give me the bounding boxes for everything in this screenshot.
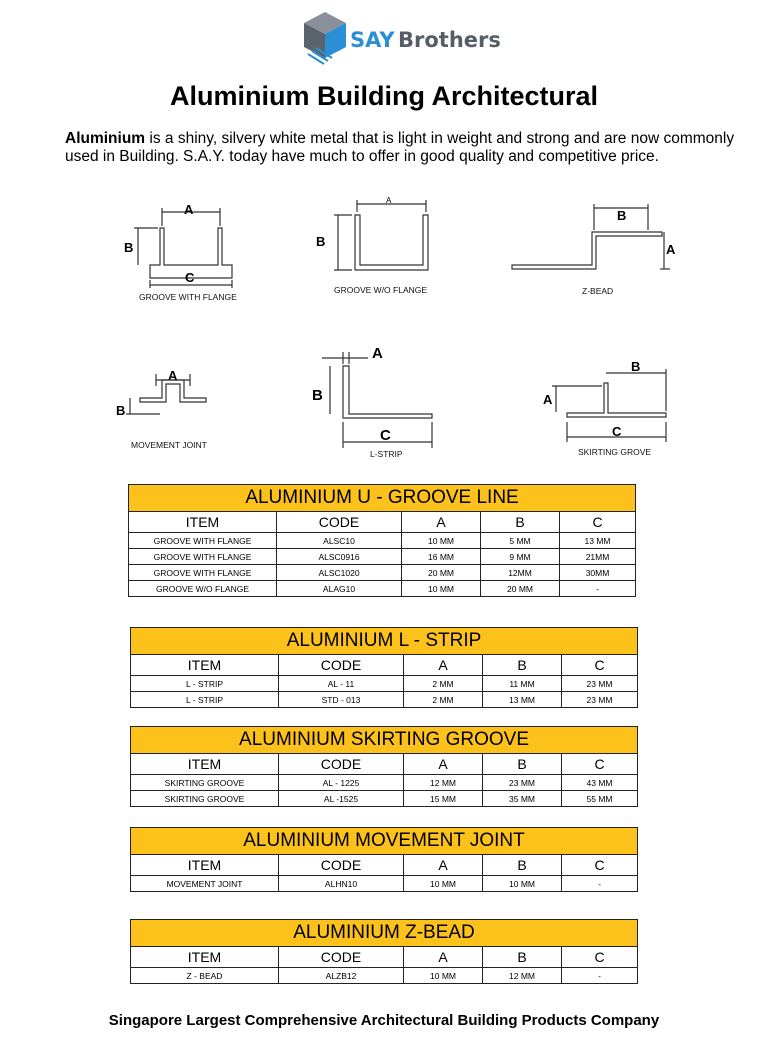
table-cell: 20 MM	[481, 581, 560, 597]
skirting-diagram	[552, 369, 666, 442]
diagram-caption: SKIRTING GROVE	[578, 447, 652, 457]
table-cell: A	[404, 947, 483, 968]
table-cell: AL -1525	[279, 791, 404, 807]
table-cell: L - STRIP	[131, 676, 279, 692]
table-cell: 12MM	[481, 565, 560, 581]
profile-diagrams	[0, 190, 768, 470]
dim-label: B	[617, 208, 627, 223]
diagram-caption: Z-BEAD	[582, 286, 614, 296]
movement-joint-diagram	[126, 374, 206, 414]
table-movement-joint	[130, 827, 638, 892]
table-row	[131, 676, 638, 692]
diagram-caption: GROOVE W/O FLANGE	[334, 285, 428, 295]
table-skirting-groove	[130, 726, 638, 807]
table-row	[129, 549, 636, 565]
table-cell: 23 MM	[562, 676, 638, 692]
table-cell: ALHN10	[279, 876, 404, 892]
table-cell: GROOVE WITH FLANGE	[129, 565, 277, 581]
table-header-row	[131, 947, 638, 968]
logo-text-say: SAY	[350, 28, 395, 52]
company-logo	[302, 10, 501, 70]
table-cell: 35 MM	[483, 791, 562, 807]
table-row	[131, 791, 638, 807]
page-title: Aluminium Building Architectural	[169, 81, 599, 111]
table-cell: ALSC0916	[277, 549, 402, 565]
table-cell: B	[483, 947, 562, 968]
table-cell: ITEM	[131, 947, 279, 968]
table-cell: 10 MM	[404, 968, 483, 984]
table-cell: C	[560, 512, 636, 533]
table-cell: 13 MM	[483, 692, 562, 708]
table-cell: GROOVE WITH FLANGE	[129, 549, 277, 565]
table-cell: 2 MM	[404, 676, 483, 692]
table-row	[131, 775, 638, 791]
table-cell: 10 MM	[402, 581, 481, 597]
groove-with-flange-diagram	[134, 208, 232, 288]
table-cell: -	[560, 581, 636, 597]
table-cell: Z - BEAD	[131, 968, 279, 984]
table-cell: C	[562, 655, 638, 676]
table-cell: A	[404, 655, 483, 676]
table-cell: C	[562, 947, 638, 968]
dim-label: A	[184, 202, 194, 217]
table-row	[129, 581, 636, 597]
logo-text-brothers: Brothers	[398, 28, 501, 52]
table-title: ALUMINIUM SKIRTING GROOVE	[131, 727, 638, 754]
table-row	[129, 533, 636, 549]
dim-label: A	[543, 392, 553, 407]
table-cell: 10 MM	[402, 533, 481, 549]
table-title: ALUMINIUM L - STRIP	[131, 628, 638, 655]
table-cell: L - STRIP	[131, 692, 279, 708]
table-cell: 43 MM	[562, 775, 638, 791]
table-cell: B	[481, 512, 560, 533]
diagram-caption: L-STRIP	[370, 449, 403, 459]
table-cell: 9 MM	[481, 549, 560, 565]
dim-label: B	[124, 240, 134, 255]
footer-tagline: Singapore Largest Comprehensive Architectural Building Products Company	[108, 1012, 660, 1029]
table-row	[129, 565, 636, 581]
table-cell: 2 MM	[404, 692, 483, 708]
table-cell: -	[562, 968, 638, 984]
table-cell: 55 MM	[562, 791, 638, 807]
dim-label: C	[612, 424, 622, 439]
table-title: ALUMINIUM Z-BEAD	[131, 920, 638, 947]
table-cell: 15 MM	[404, 791, 483, 807]
table-cell: SKIRTING GROOVE	[131, 791, 279, 807]
table-cell: 13 MM	[560, 533, 636, 549]
table-cell: 20 MM	[402, 565, 481, 581]
table-header-row	[129, 512, 636, 533]
table-cell: ALSC10	[277, 533, 402, 549]
diagram-caption: GROOVE WITH FLANGE	[139, 292, 237, 302]
table-cell: 12 MM	[483, 968, 562, 984]
table-cell: ITEM	[131, 855, 279, 876]
table-cell: MOVEMENT JOINT	[131, 876, 279, 892]
table-cell: 23 MM	[562, 692, 638, 708]
dim-label: A	[168, 368, 178, 383]
table-cell: 30MM	[560, 565, 636, 581]
dim-label: A	[372, 345, 383, 362]
dim-label: B	[316, 234, 326, 249]
diagram-caption: MOVEMENT JOINT	[131, 440, 207, 450]
dim-label: B	[116, 403, 126, 418]
dim-label: C	[380, 427, 391, 444]
table-cell: CODE	[279, 754, 404, 775]
table-header-row	[131, 655, 638, 676]
table-header-row	[131, 754, 638, 775]
cube-logo-icon	[302, 10, 348, 68]
table-cell: STD - 013	[279, 692, 404, 708]
table-l-strip	[130, 627, 638, 708]
dim-label: B	[312, 387, 323, 404]
dim-label: B	[631, 359, 641, 374]
table-cell: CODE	[277, 512, 402, 533]
table-title: ALUMINIUM U - GROOVE LINE	[129, 485, 636, 512]
table-cell: 21MM	[560, 549, 636, 565]
table-cell: 11 MM	[483, 676, 562, 692]
table-cell: SKIRTING GROOVE	[131, 775, 279, 791]
table-cell: ALAG10	[277, 581, 402, 597]
table-cell: ITEM	[131, 754, 279, 775]
dim-label: A	[666, 242, 676, 257]
table-header-row	[131, 855, 638, 876]
dim-label: C	[185, 270, 195, 285]
intro-bold-word: Aluminium	[65, 130, 146, 147]
table-title: ALUMINIUM MOVEMENT JOINT	[131, 828, 638, 855]
table-u-groove	[128, 484, 636, 597]
table-cell: CODE	[279, 947, 404, 968]
table-cell: ITEM	[129, 512, 277, 533]
table-cell: A	[404, 754, 483, 775]
table-cell: AL - 1225	[279, 775, 404, 791]
l-strip-diagram	[322, 352, 432, 448]
table-cell: C	[562, 754, 638, 775]
table-cell: 10 MM	[404, 876, 483, 892]
table-cell: ALZB12	[279, 968, 404, 984]
table-z-bead	[130, 919, 638, 984]
dim-label: A	[386, 196, 392, 205]
table-cell: -	[562, 876, 638, 892]
table-cell: B	[483, 655, 562, 676]
table-cell: 5 MM	[481, 533, 560, 549]
table-cell: 16 MM	[402, 549, 481, 565]
table-cell: GROOVE WITH FLANGE	[129, 533, 277, 549]
intro-paragraph	[65, 130, 735, 166]
intro-text: is a shiny, silvery white metal that is light in weight and strong and are now commonly used in Building. S.A.Y. today have much to offer in good quality and competitive price.	[65, 130, 735, 165]
table-cell: ITEM	[131, 655, 279, 676]
table-cell: AL - 11	[279, 676, 404, 692]
groove-without-flange-diagram	[334, 200, 428, 270]
table-cell: ALSC1020	[277, 565, 402, 581]
table-cell: CODE	[279, 655, 404, 676]
table-cell: 23 MM	[483, 775, 562, 791]
table-row	[131, 876, 638, 892]
table-cell: B	[483, 754, 562, 775]
table-row	[131, 692, 638, 708]
table-cell: 12 MM	[404, 775, 483, 791]
table-cell: A	[404, 855, 483, 876]
table-cell: GROOVE W/O FLANGE	[129, 581, 277, 597]
z-bead-diagram	[512, 204, 670, 269]
table-cell: 10 MM	[483, 876, 562, 892]
table-cell: CODE	[279, 855, 404, 876]
table-cell: C	[562, 855, 638, 876]
table-cell: B	[483, 855, 562, 876]
table-cell: A	[402, 512, 481, 533]
table-row	[131, 968, 638, 984]
